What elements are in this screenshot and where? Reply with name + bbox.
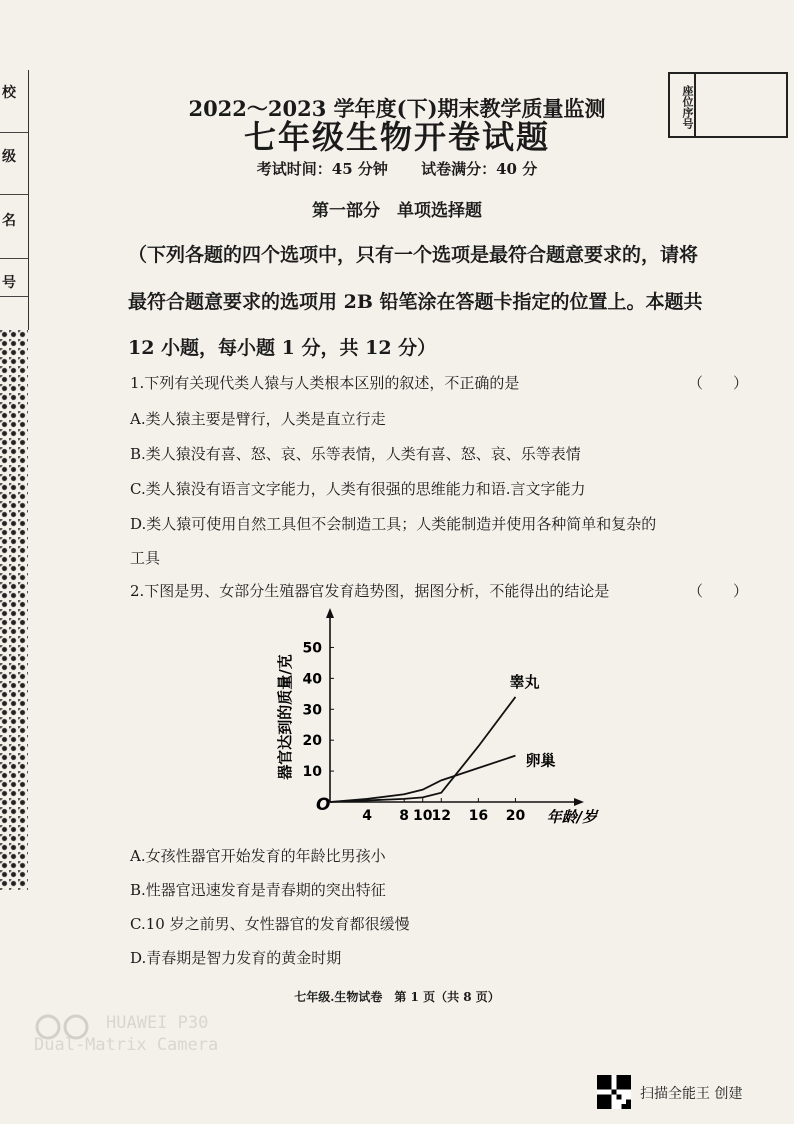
- answer-paren: （ ）: [688, 582, 749, 600]
- question-1-option-a: A.类人猿主要是臂行，人类是直立行走: [130, 410, 386, 428]
- binding-decorative-pattern: [0, 330, 28, 890]
- y-tick-label: 40: [302, 671, 322, 688]
- y-tick-label: 20: [302, 733, 322, 750]
- series-line-testis: [330, 697, 515, 802]
- x-axis-label: 年龄/岁: [546, 808, 598, 826]
- x-tick-label: 10: [412, 808, 433, 824]
- question-2-option-a: A.女孩性器官开始发育的年龄比男孩小: [130, 847, 386, 865]
- qr-code-icon: [597, 1075, 631, 1109]
- origin-label: O: [316, 795, 331, 815]
- x-tick-label: 4: [362, 808, 372, 824]
- side-label-school: 校: [2, 85, 16, 101]
- instruction-line: 最符合题意要求的选项用 2B 铅笔涂在答题卡指定的位置上。本题共: [128, 291, 703, 313]
- y-tick-label: 50: [302, 640, 322, 657]
- camera-watermark: [34, 1012, 219, 1056]
- y-axis-arrow: [326, 608, 334, 618]
- question-1-stem: 1.下列有关现代类人猿与人类根本区别的叙述，不正确的是: [130, 374, 520, 392]
- development-chart: [270, 612, 598, 844]
- exam-title: 2022～2023 学年度(下)期末教学质量监测: [188, 96, 606, 121]
- exam-meta: [0, 158, 794, 179]
- x-tick-label: 8: [399, 808, 410, 824]
- series-label: 睾丸: [509, 672, 540, 691]
- exam-time: 考试时间：45 分钟: [256, 160, 388, 178]
- question-2-option-c: C.10 岁之前男、女性器官的发育都很缓慢: [130, 915, 410, 933]
- answer-paren: （ ）: [688, 374, 749, 392]
- series-line-ovary: [330, 756, 515, 802]
- side-label-class: 级: [2, 149, 16, 165]
- y-tick-label: 30: [302, 702, 322, 719]
- question-1-option-c: C.类人猿没有语言文字能力，人类有很强的思维能力和语.言文字能力: [130, 480, 586, 498]
- instruction-line: （下列各题的四个选项中，只有一个选项是最符合题意要求的，请将: [128, 244, 699, 266]
- paper-title: 七年级生物开卷试题: [243, 118, 550, 156]
- x-tick-label: 12: [431, 808, 452, 824]
- question-2-stem: 2.下图是男、女部分生殖器官发育趋势图，据图分析，不能得出的结论是: [130, 582, 610, 600]
- question-2-option-b: B.性器官迅速发育是青春期的突出特征: [130, 881, 386, 899]
- divider: [0, 194, 28, 195]
- section-title: 第一部分 单项选择题: [312, 201, 482, 221]
- instruction-line: 12 小题，每小题 1 分，共 12 分）: [128, 337, 437, 359]
- full-score: 试卷满分：40 分: [421, 160, 538, 178]
- side-label-name: 名: [2, 213, 16, 229]
- camera-watermark-line1: HUAWEI P30: [106, 1013, 209, 1033]
- y-tick-label: 10: [302, 764, 322, 781]
- scanner-credit: 扫描全能王 创建: [640, 1086, 743, 1102]
- side-label-number: 号: [2, 275, 16, 291]
- series-label: 卵巢: [525, 751, 556, 770]
- divider: [0, 296, 28, 297]
- camera-watermark-line2: Dual-Matrix Camera: [34, 1035, 219, 1055]
- question-1-option-d: D.类人猿可使用自然工具但不会制造工具；人类能制造并使用各种简单和复杂的: [130, 515, 657, 533]
- x-tick-label: 16: [468, 808, 489, 824]
- x-tick-label: 20: [505, 808, 526, 824]
- question-1-option-d-cont: 工具: [130, 549, 161, 567]
- x-axis-arrow: [574, 798, 584, 806]
- seat-number-label: 座位序号: [670, 74, 696, 136]
- question-1-option-b: B.类人猿没有喜、怒、哀、乐等表情，人类有喜、怒、哀、乐等表情: [130, 445, 581, 463]
- y-axis-label: 器官达到的质量/克: [276, 654, 294, 780]
- page-footer: 七年级.生物试卷 第 1 页（共 8 页）: [294, 990, 500, 1004]
- divider: [0, 258, 28, 259]
- question-2-option-d: D.青春期是智力发育的黄金时期: [130, 949, 342, 967]
